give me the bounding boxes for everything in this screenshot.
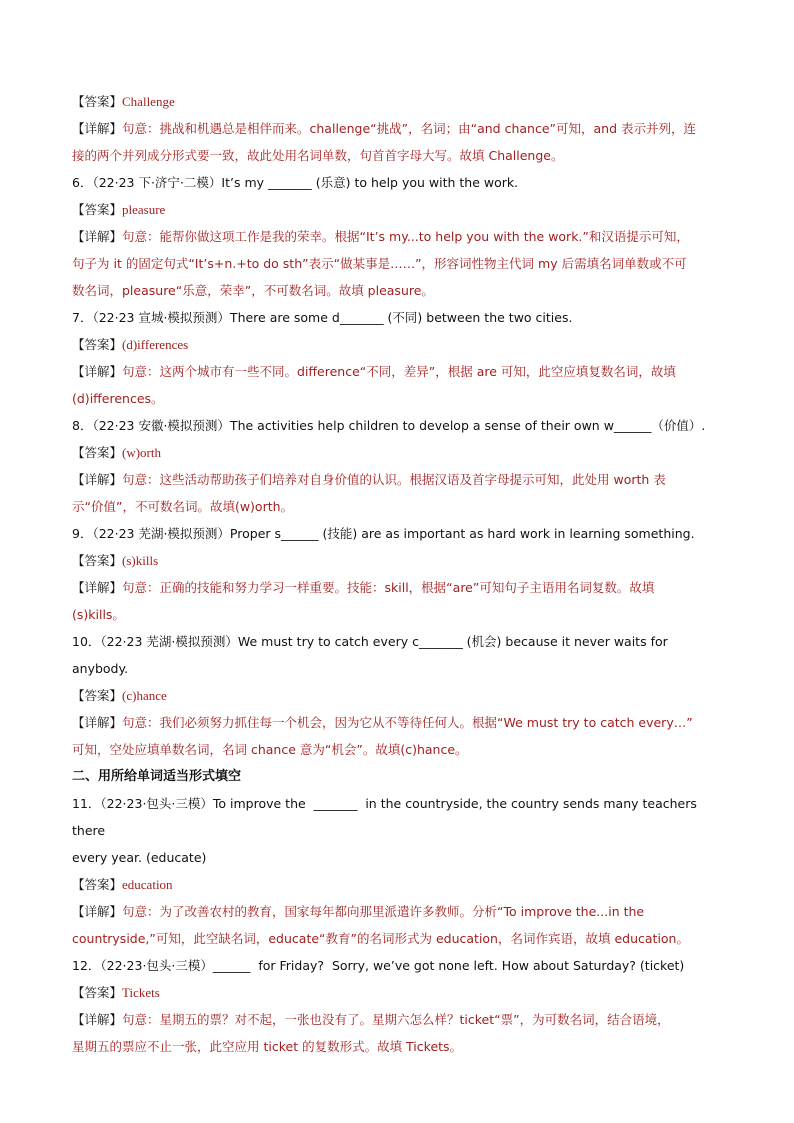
answer-line xyxy=(72,682,724,709)
detail-text: 句意：为了改善农村的教育，国家每年都向那里派遣许多教师。分析“To improve the...in the xyxy=(122,904,645,919)
detail-line xyxy=(72,709,724,736)
answer-line xyxy=(72,439,724,466)
detail-text: 句意：正确的技能和努力学习一样重要。技能：skill，根据“are”可知句子主语用名词复数。故填 xyxy=(122,580,655,595)
detail-line xyxy=(72,358,724,385)
answer-text: education xyxy=(122,877,173,892)
answer-line xyxy=(72,979,724,1006)
answer-label: 【答案】 xyxy=(72,985,123,1000)
question-line: every year. (educate) xyxy=(72,850,207,865)
detail-line xyxy=(72,223,724,250)
answer-text: (d)ifferences xyxy=(122,337,189,352)
detail-text: 可知，空处应填单数名词，名词 chance 意为“机会”。故填(c)hance。 xyxy=(72,742,468,757)
answer-line xyxy=(72,196,724,223)
answer-line xyxy=(72,88,724,115)
detail-line xyxy=(72,574,724,601)
question-line: 6．（22·23 下·济宁·二模）It’s my _______ (乐意) to help you with the work. xyxy=(72,175,519,190)
answer-text: (c)hance xyxy=(122,688,167,703)
question-line: 10．（22·23 芜湖·模拟预测）We must try to catch every c_______ (机会) because it never waits for anybody. xyxy=(72,634,672,676)
detail-line xyxy=(72,115,724,142)
question-line: 11．（22·23·包头·三模）To improve the _______ in the countryside, the country sends many teachers there xyxy=(72,796,701,838)
answer-line xyxy=(72,331,724,358)
question-line: 7．（22·23 宣城·模拟预测）There are some d_______ (不同) between the two cities. xyxy=(72,310,573,325)
answer-label: 【答案】 xyxy=(72,337,123,352)
detail-text: 数名词，pleasure“乐意，荣幸”，不可数名词。故填 pleasure。 xyxy=(72,283,434,298)
answer-text: (s)kills xyxy=(122,553,159,568)
detail-label: 【详解】 xyxy=(72,364,123,379)
answer-label: 【答案】 xyxy=(72,202,123,217)
answer-label: 【答案】 xyxy=(72,445,123,460)
detail-text: 接的两个并列成分形式要一致，故此处用名词单数，句首首字母大写。故填 Challenge。 xyxy=(72,148,564,163)
question-line: 9．（22·23 芜湖·模拟预测）Proper s______ (技能) are as important as hard work in learning something. xyxy=(72,526,695,541)
question-line: 8．（22·23 安徽·模拟预测）The activities help children to develop a sense of their own w______（价值）. xyxy=(72,418,706,433)
detail-text: 句意：星期五的票？对不起，一张也没有了。星期六怎么样？ticket“票”，为可数名词，结合语境， xyxy=(122,1012,670,1027)
detail-text: 句意：这两个城市有一些不同。difference“不同，差异”，根据 are 可知，此空应填复数名词，故填 xyxy=(122,364,676,379)
detail-label: 【详解】 xyxy=(72,229,123,244)
detail-text: 句意：能帮你做这项工作是我的荣幸。根据“It’s my...to help you with the work.”和汉语提示可知， xyxy=(122,229,689,244)
answer-text: Tickets xyxy=(122,985,160,1000)
detail-text: countryside,”可知，此空缺名词，educate“教育”的名词形式为 education，名词作宾语，故填 education。 xyxy=(72,931,689,946)
detail-text: (d)ifferences。 xyxy=(72,391,164,406)
detail-text: 句意：挑战和机遇总是相伴而来。challenge“挑战”，名词；由“and chance”可知，and 表示并列，连 xyxy=(122,121,696,136)
detail-line xyxy=(72,898,724,925)
detail-label: 【详解】 xyxy=(72,121,123,136)
detail-text: 句意：我们必须努力抓住每一个机会，因为它从不等待任何人。根据“We must try to catch every…” xyxy=(122,715,693,730)
question-line: 12．（22·23·包头·三模）______ for Friday? Sorry, we’ve got none left. How about Saturday? (ticket) xyxy=(72,958,685,973)
answer-text: pleasure xyxy=(122,202,166,217)
answer-label: 【答案】 xyxy=(72,553,123,568)
answer-label: 【答案】 xyxy=(72,877,123,892)
detail-text: 句意：这些活动帮助孩子们培养对自身价值的认识。根据汉语及首字母提示可知，此处用 worth 表 xyxy=(122,472,666,487)
detail-text: 示“价值”，不可数名词。故填(w)orth。 xyxy=(72,499,294,514)
detail-label: 【详解】 xyxy=(72,715,123,730)
detail-text: 句子为 it 的固定句式“It’s+n.+to do sth”表示“做某事是……”，形容词性物主代词 my 后需填名词单数或不可 xyxy=(72,256,687,271)
detail-label: 【详解】 xyxy=(72,904,123,919)
detail-line xyxy=(72,466,724,493)
answer-line xyxy=(72,871,724,898)
answer-label: 【答案】 xyxy=(72,94,123,109)
detail-label: 【详解】 xyxy=(72,1012,123,1027)
detail-text: 星期五的票应不止一张，此空应用 ticket 的复数形式。故填 Tickets。 xyxy=(72,1039,463,1054)
answer-text: Challenge xyxy=(122,94,175,109)
answer-text: (w)orth xyxy=(122,445,162,460)
detail-line xyxy=(72,1006,724,1033)
answer-line xyxy=(72,547,724,574)
detail-text: (s)kills。 xyxy=(72,607,125,622)
detail-label: 【详解】 xyxy=(72,580,123,595)
section-heading: 二、用所给单词适当形式填空 xyxy=(72,769,242,784)
detail-label: 【详解】 xyxy=(72,472,123,487)
answer-label: 【答案】 xyxy=(72,688,123,703)
